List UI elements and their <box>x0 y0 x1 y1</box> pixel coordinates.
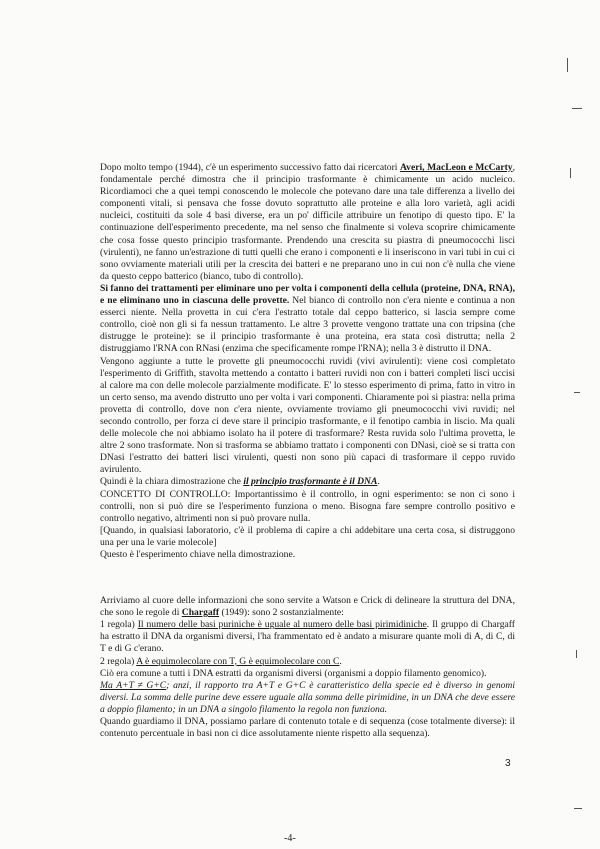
scan-edge-mark <box>570 168 571 178</box>
text-segment: 1 regola) <box>100 619 138 631</box>
paragraph-control-concept: CONCETTO DI CONTROLLO: Importantissimo è il controllo, in ogni esperimento: se non ci sono i controlli, non si può dire se l'esperimento funziona o meno. Bisogna fare sempre controllo positivo e controllo negativo, altrimenti non si può provare nulla. <box>100 488 515 524</box>
paragraph-rule-1 <box>100 619 515 655</box>
scan-edge-mark <box>572 108 582 109</box>
scan-edge-mark <box>576 650 577 658</box>
scan-edge-mark <box>567 58 568 72</box>
paragraph-conclusion: Quindi è la chiara dimostrazione che il principio trasformante è il DNA. <box>100 476 380 488</box>
paragraph-treatments <box>100 283 515 356</box>
paragraph-ratio <box>100 680 515 716</box>
paragraph-lab-note: [Quando, in qualsiasi laboratorio, c'è il problema di capire a chi addebitare una certa cosa, si distruggono una per una le varie molecole] <box>100 524 515 548</box>
text-segment: Nel bianco di controllo non c'era niente e continua a non esserci niente. Nella provetta in cui c'era l'estratto totale dal ceppo batterico, si lascia sempre come controllo, cioè non gli si fa nessun trattamento. Le altre 3 provette vengono trattate una con tripsina (che distrugge le proteine): se il principio trasformante è una proteina, era stata così distrutta; nella 2 distruggiamo l'RNA con RNasi (enzima che specificamente rompe l'RNA); nella 3 è distrutto il DNA. <box>100 295 515 355</box>
text-segment: Arriviamo al cuore delle informazioni che sono servite a Watson e Crick di delineare la struttura del DNA, che sono le regole di <box>100 595 515 619</box>
rule-1-statement: Il numero delle basi puriniche è uguale al numero delle basi pirimidiniche <box>137 619 427 631</box>
bold-statement: Si fanno dei trattamenti per eliminare uno per volta i componenti della cellula (proteine, DNA, RNA), e ne eliminano uno in ciascuna delle provette. <box>100 282 515 307</box>
text-segment: ; anzi, il rapporto tra A+T e G+C è caratteristico della specie ed è diverso in genomi diversi. La somma delle purine deve essere uguale alla somma delle pirimidine, in un DNA che deve essere a doppio filamento; in un DNA a singolo filamento la regola non funziona. <box>100 679 516 715</box>
paragraph-content-sequence: Quando guardiamo il DNA, possiamo parlare di contenuto totale e di sequenza (cose totalmente diverse): il contenuto percentuale in basi non ci dice assolutamente niente rispetto alla sequenza). <box>100 716 515 740</box>
text-segment: , fondamentale perché dimostra che il principio trasformante è chimicamente un acido nucleico. Ricordiamoci che a quei tempi conoscendo le molecole che potevano dare una tale differenza a livello dei componenti vitali, si pensava che fosse dovuto soprattutto alle proteine e alla loro varietà, agli acidi nucleici, costituiti da sole 4 basi diverse, era un po' difficile attribuire un fenotipo di questo tipo. E' la continuazione dell'esperimento precedente, ma nel senso che finalmente si voleva scoprire chimicamente che cosa fosse questo principio trasformante. Prendendo una crescita su piastra di pneumococchi lisci (virulenti), ne fanno un'estrazione di tutti quelli che erano i componenti e li inseriscono in vari tubi in cui ci sono ovviamente materiali utili per la crescita dei batteri e ne preparano uno in cui non c'è nulla che viene da questo ceppo batterico (bianco, tubo di controllo). <box>100 162 516 282</box>
text-segment: Dopo molto tempo (1944), c'è un esperimento successivo fatto dai ricercatori <box>100 162 400 173</box>
paragraph-griffith: Vengono aggiunte a tutte le provette gli pneumococchi ruvidi (vivi avirulenti): viene così completato l'esperimento di Griffith, stavolta mettendo a contatto i batteri ruvidi non con i batteri completi lisci uccisi al calore ma con delle molecole parzialmente modificate. E' lo stesso esperimento di prima, fatto in vitro in un certo senso, ma avendo distrutto uno per volta i vari componenti. Chiaramente poi si piastra: nella prima provetta di controllo, dove non c'era niente, ovviamente troviamo gli pneumococchi vivi ruvidi; nel secondo controllo, per forza ci deve stare il principio trasformante, e il fenotipo cambia in liscio. Ma quali delle molecole che noi abbiamo isolato ha il potere di trasformare? Resta ruvida solo l'ultima provetta, le altre 2 sono trasformate. Non si trasforma se abbiamo trattato i componenti con DNasi, cioè se si tratta con DNasi l'estratto dei batteri lisci virulenti, questi non sono più capaci di trasformare il ceppo ruvido avirulento. <box>100 355 515 476</box>
page-number: 3 <box>505 758 511 769</box>
paragraph-avery <box>100 162 515 283</box>
footer-page-number: -4- <box>284 833 296 844</box>
text-segment: Quindi è la chiara dimostrazione che <box>100 476 244 488</box>
chargaff-name: Chargaff <box>181 607 220 619</box>
key-conclusion: il principio trasformante è il DNA <box>243 476 378 488</box>
paragraph-key-experiment: Questo è l'esperimento chiave nella dimostrazione. <box>100 549 296 560</box>
paragraph-chargaff-intro <box>100 595 515 619</box>
scan-edge-mark <box>574 392 580 393</box>
section-gap <box>100 561 515 595</box>
rule-2-statement: A è equimolecolare con T, G è equimolecolare con C <box>136 655 340 667</box>
ratio-inequality: Ma A+T ≠ G+C <box>100 679 167 691</box>
researcher-names: Averi, MacLeon e McCarty <box>399 162 513 173</box>
text-segment: . Il gruppo di Chargaff ha estratto il DNA da organismi diversi, l'ha frammentato ed è andato a misurare quante moli di A, di C, di T e di G c'erano. <box>100 619 515 655</box>
paragraph-common: Ciò era comune a tutti i DNA estratti da organismi diversi (organismi a doppio filamento genomico). <box>100 667 487 679</box>
text-segment: 2 regola) <box>100 655 137 667</box>
paragraph-rule-2: 2 regola) A è equimolecolare con T, G è equimolecolare con C. <box>100 655 342 667</box>
document-body <box>100 162 515 740</box>
text-segment: (1949): sono 2 sostanzialmente: <box>219 607 344 619</box>
scan-edge-mark <box>574 808 582 809</box>
